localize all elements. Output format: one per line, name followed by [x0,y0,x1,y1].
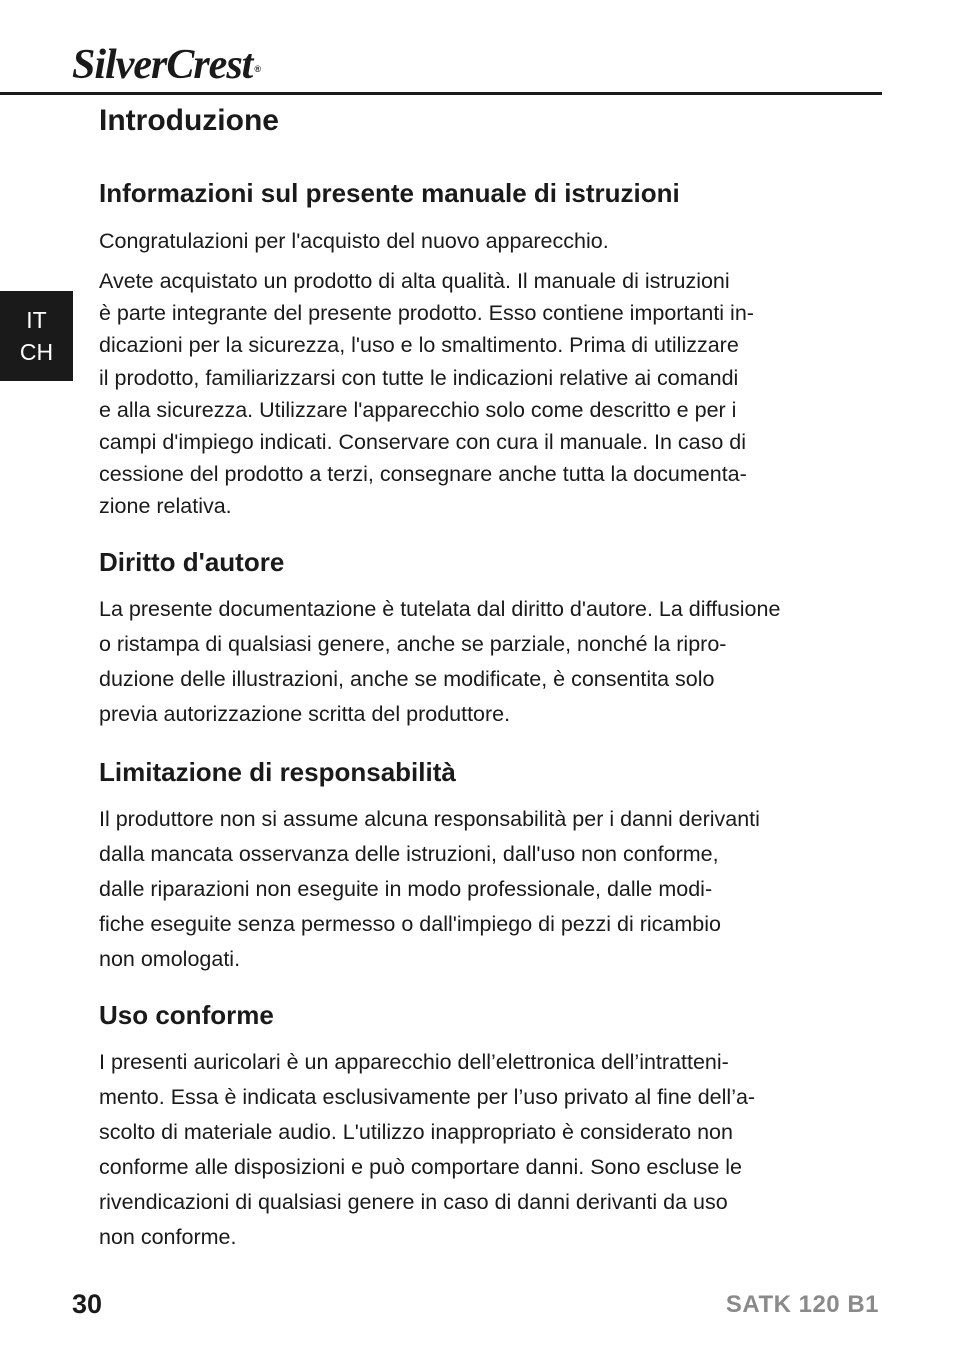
text-line: La presente documentazione è tutelata dal diritto d'autore. La diffusione [99,597,781,621]
brand-logo [72,44,261,86]
text-line: Il produttore non si assume alcuna responsabilità per i danni derivanti [99,807,760,831]
paragraph-copyright [99,592,859,732]
section-heading-intended-use: Uso conforme [99,1000,274,1030]
registered-mark: ® [254,63,261,74]
text-line: è parte integrante del presente prodotto. Esso contiene importanti in- [99,301,754,326]
section-heading-copyright: Diritto d'autore [99,547,285,577]
text-line: rivendicazioni di qualsiasi genere in caso di danni derivanti da uso [99,1190,728,1214]
language-code-ch: CH [19,339,54,365]
text-line: fiche eseguite senza permesso o dall'impiego di pezzi di ricambio [99,912,721,936]
paragraph-manual-info [99,265,859,523]
model-number: SATK 120 B1 [725,1291,879,1318]
paragraph-intended-use [99,1045,859,1255]
text-line: non conforme. [99,1225,237,1249]
page-number: 30 [72,1289,103,1319]
paragraph-congratulations [99,225,859,257]
language-tab [0,291,73,381]
section-heading-manual-info: Informazioni sul presente manuale di istruzioni [99,178,680,208]
section-heading-liability: Limitazione di responsabilità [99,757,456,787]
header-divider [0,92,882,95]
brand-wordmark: SilverCrest [72,42,253,88]
text-line: cessione del prodotto a terzi, consegnare anche tutta la documenta- [99,462,747,487]
text-line: Congratulazioni per l'acquisto del nuovo apparecchio. [99,229,609,253]
text-line: dicazioni per la sicurezza, l'uso e lo smaltimento. Prima di utilizzare [99,333,739,358]
paragraph-liability [99,802,859,977]
text-line: il prodotto, familiarizzarsi con tutte le indicazioni relative ai comandi [99,365,739,390]
text-line: I presenti auricolari è un apparecchio dell’elettronica dell’intratteni- [99,1050,729,1074]
language-code-it: IT [26,307,47,333]
text-line: previa autorizzazione scritta del produttore. [99,702,511,726]
text-line: campi d'impiego indicati. Conservare con cura il manuale. In caso di [99,430,747,455]
text-line: mento. Essa è indicata esclusivamente per l’uso privato al fine dell’a- [99,1085,756,1109]
text-line: dalla mancata osservanza delle istruzioni, dall'uso non conforme, [99,842,719,866]
text-line: e alla sicurezza. Utilizzare l'apparecchio solo come descritto e per i [99,397,737,422]
text-line: zione relativa. [99,494,232,519]
text-line: duzione delle illustrazioni, anche se modificate, è consentita solo [99,667,715,691]
text-line: non omologati. [99,947,241,971]
text-line: conforme alle disposizioni e può comportare danni. Sono escluse le [99,1155,742,1179]
page-title: Introduzione [99,104,279,137]
text-line: Avete acquistato un prodotto di alta qualità. Il manuale di istruzioni [99,269,730,293]
text-line: dalle riparazioni non eseguite in modo professionale, dalle modi- [99,877,713,901]
text-line: o ristampa di qualsiasi genere, anche se parziale, nonché la ripro- [99,632,727,656]
text-line: scolto di materiale audio. L'utilizzo inappropriato è considerato non [99,1120,733,1144]
